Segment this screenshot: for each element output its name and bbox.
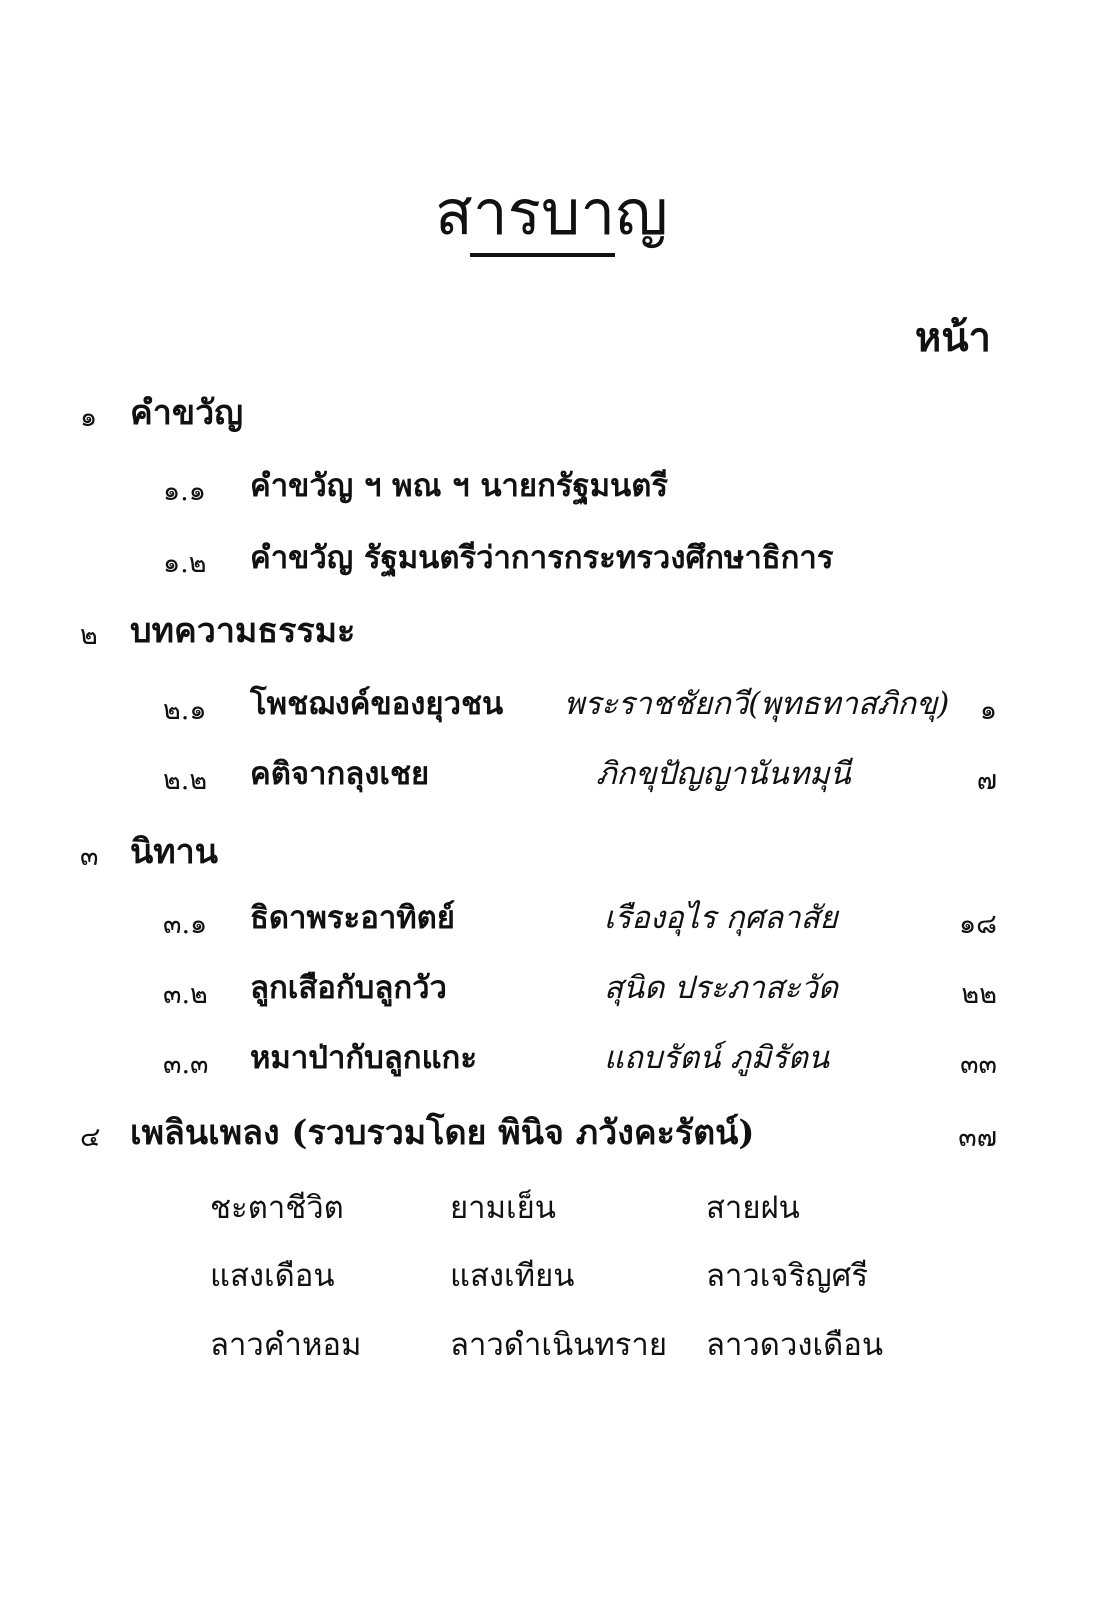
section-number: ๒: [80, 620, 98, 651]
song-title: ลาวเจริญศรี: [706, 1258, 868, 1294]
item-number: ๑.๒: [163, 548, 207, 579]
song-title: สายฝน: [706, 1190, 800, 1226]
item-title: ธิดาพระอาทิตย์: [250, 900, 455, 936]
item-number: ๑.๑: [163, 476, 206, 507]
song-title: ลาวดวงเดือน: [706, 1327, 884, 1363]
song-title: ยามเย็น: [450, 1190, 556, 1226]
item-page: ๑๘: [959, 909, 997, 940]
item-number: ๓.๑: [163, 909, 208, 940]
item-number: ๒.๒: [163, 765, 208, 796]
item-author: แถบรัตน์ ภูมิรัตน: [604, 1040, 830, 1076]
section-title: เพลินเพลง (รวบรวมโดย พินิจ ภวังคะรัตน์): [130, 1113, 755, 1153]
item-number: ๒.๑: [163, 695, 207, 726]
item-title: ลูกเสือกับลูกวัว: [250, 970, 447, 1006]
item-number: ๓.๓: [163, 1049, 209, 1080]
song-title: แสงเดือน: [210, 1258, 335, 1294]
section-number: ๑: [80, 402, 98, 433]
item-page: ๓๓: [960, 1049, 997, 1080]
item-page: ๒๒: [961, 979, 997, 1010]
page-column-header: หน้า: [914, 314, 991, 361]
section-page: ๓๗: [958, 1122, 997, 1153]
item-author: เรืองอุไร กุศลาสัย: [604, 900, 838, 936]
item-title: คำขวัญ รัฐมนตรีว่าการกระทรวงศึกษาธิการ: [250, 540, 834, 576]
section-title: นิทาน: [130, 832, 218, 872]
section-title: คำขวัญ: [130, 393, 244, 433]
item-author: ภิกขุปัญญานันทมุนี: [596, 756, 851, 792]
song-title: ชะตาชีวิต: [210, 1190, 344, 1226]
item-author: พระราชชัยกวี(พุทธทาสภิกขุ): [564, 686, 950, 722]
item-number: ๓.๒: [163, 979, 208, 1010]
item-title: คำขวัญ ฯ พณ ฯ นายกรัฐมนตรี: [250, 468, 669, 504]
item-title: หมาป่ากับลูกแกะ: [250, 1040, 477, 1076]
section-title: บทความธรรมะ: [130, 611, 356, 651]
song-title: ลาวคำหอม: [210, 1327, 362, 1363]
item-author: สุนิด ประภาสะวัด: [604, 970, 839, 1006]
song-title: ลาวดำเนินทราย: [450, 1327, 667, 1363]
song-title: แสงเทียน: [450, 1258, 575, 1294]
item-title: คติจากลุงเชย: [250, 756, 430, 792]
section-number: ๓: [80, 841, 99, 872]
title-underline: [470, 253, 615, 257]
page-title: สารบาญ: [435, 175, 668, 249]
item-page: ๗: [976, 765, 997, 796]
item-title: โพชฌงค์ของยุวชน: [250, 686, 504, 722]
item-page: ๑: [979, 695, 997, 726]
section-number: ๔: [80, 1122, 101, 1153]
